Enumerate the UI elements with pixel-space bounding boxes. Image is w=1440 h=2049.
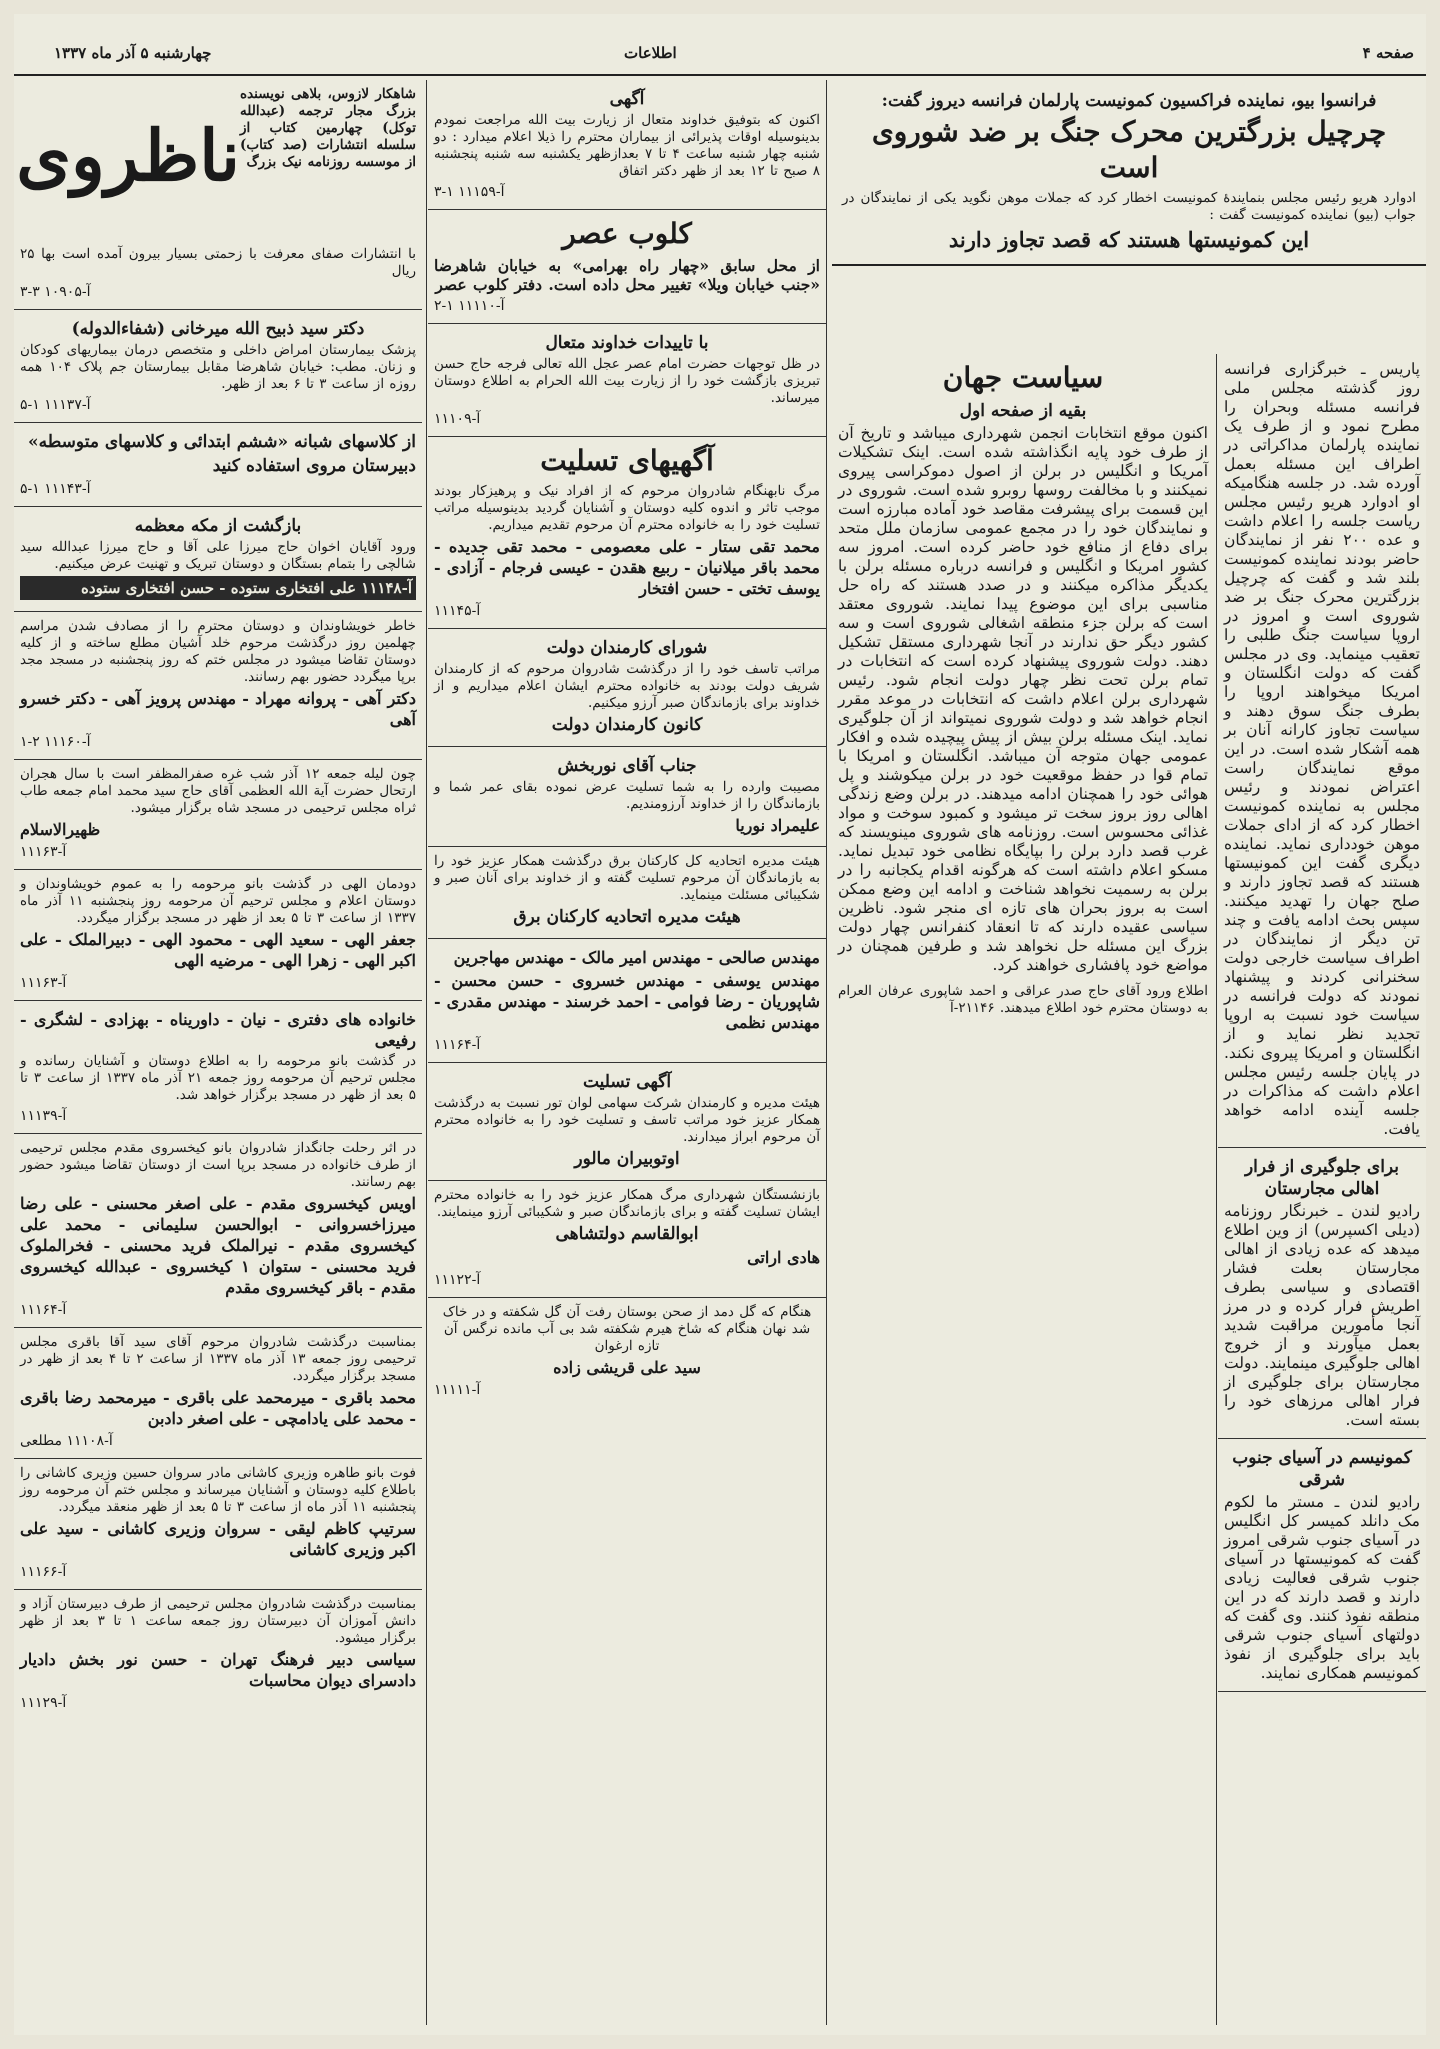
- notices-column-b: [14, 80, 422, 2025]
- notice-3: [14, 760, 422, 870]
- notice-3-sign: ظهیرالاسلام: [20, 820, 101, 839]
- hungary-article: [1218, 1148, 1426, 1439]
- notice-6: [14, 1134, 422, 1328]
- airline-title: آگهی تسلیت: [582, 1072, 672, 1092]
- notice-4-code: آ-۱۱۱۶۳: [20, 975, 67, 991]
- date-line: چهارشنبه ۵ آذر ماه ۱۳۳۷: [54, 44, 212, 62]
- world-article: [832, 354, 1214, 1025]
- notice-7: [14, 1328, 422, 1459]
- notice-2-code: آ-۱۱۱۶۰ ۲-۱: [20, 734, 91, 750]
- masthead-ad: [14, 80, 422, 310]
- newspaper-page: [14, 14, 1426, 2035]
- page-header: [14, 18, 1426, 76]
- world-body: اکنون موقع انتخابات انجمن شهرداری میباشد و تاریخ آن از طرف خود پایه انگذاشته شده است. اینک تشکیلات آمریکا و انگلیس در برلن از اصول دموکراسی پیروی نمیکنند و با مخالفت روسها روبرو شده است. شوروی در این قسمت برای پیشرفت مقاصد خود آماده مبارزه است و نمایندگان خود را در مجمع عمومی سازمان ملل متحد برای دفاع از منافع خود حاضر کرده است. امروز سه کشور امریکا و انگلیس و فرانسه درباره مسئله برلن با یکدیگر مذاکره میکنند و در صدد هستند که راه حل مناسبی برای این موضوع پیدا نمایند. شوروی معتقد است که برلن جزء منطقه اشغالی شوروی است و سه کشور دیگر حق ندارند در آنجا شهرداری مستقل تشکیل دهند. دولت شوروی پیشنهاد کرده است که انتخابات در تمام برلن تحت نظر چهار دولت انجام شود. رئیس شهرداری برلن اعلام داشت که انتخابات در موعد مقرر انجام خواهد شد و دولت شوروی نمیتواند از آن جلوگیری نماید. اینک مسئله برلن بیش از پیش پیچیده شده و افکار عمومی جهان متوجه آن میباشد. انگلستان و امریکا با تمام قوا در حفظ موقعیت خود در برلن میکوشند و پل هوائی خود را همچنان ادامه میدهند. در برلن وضع زندگی اهالی روز بروز سخت تر میشود و کمبود سوخت و مواد غذائی محسوس است. روزنامه های شوروی مینویسند که غرب قصد دارد برلن را بپایگاه نظامی خود تبدیل نماید. مسکو اعلام داشته است که هرگونه اقدام یکجانبه را در برلن به رسمیت نخواهد شناخت و ادامه این وضع ممکن است به بروز بحران های تازه ای منجر شود. ناظرین سیاسی عقیده دارند که تا انعقاد کنفرانس چهار دولت بزرگ این مسئله حل نخواهد شد و طرفین همچنان در مواضع خود پافشاری خواهند کرد.: [838, 424, 1208, 974]
- airline-body: هیئت مدیره و کارمندان شرکت سهامی لوان تور نسبت به درگذشت همکار عزیز خود مراتب تاسف و تسلیت خود را به خانواده محترم آن مرحوم ابراز میدارند.: [434, 1095, 820, 1145]
- notice-doctor-return: [428, 80, 826, 210]
- notice-3-code: آ-۱۱۱۶۳: [20, 844, 67, 860]
- notice-2-names: دکتر آهی - پروانه مهراد - مهندس پرویز آهی - دکتر خسرو آهی: [20, 689, 416, 729]
- club-code: آ-۱۱۱۱۰ ۱-۲: [434, 298, 505, 314]
- world-end-note: اطلاع ورود آقای حاج صدر عراقی و احمد شاپوری عرفان العرام به دوستان محترم خود اطلاع میدهند. ۲۱۱۴۶-آ: [838, 983, 1208, 1016]
- headline-1: فرانسوا بیو، نماینده فراکسیون کمونیست پارلمان فرانسه دیروز گفت:: [881, 91, 1377, 111]
- notice-5-title: خانواده های دفتری - نیان - داوریناه - بهزادی - لشگری - رفیعی: [20, 1010, 416, 1050]
- notice-city: [428, 1181, 826, 1298]
- notice-3-body: چون لیله جمعه ۱۲ آذر شب غره صفرالمظفر است با سال هجران ارتحال حضرت آیة الله العظمی آقای حاج سید محمد امام جمعه طاب ثراه مجلس ترحیمی در مسجد شاه برگزار میشود.: [20, 766, 416, 816]
- notice-9-names: سیاسی دبیر فرهنگ تهران - حسن نور بخش دادیار دادسرای دیوان محاسبات: [20, 1650, 416, 1690]
- notice-4-body: دودمان الهی در گذشت بانو مرحومه را به عموم خویشاوندان و دوستان اعلام و مجلس ترحیم آن مرحومه روز پنجشنبه ۱۱ آذر ماه ۱۳۳۷ از ساعت ۳ تا ۵ بعد از ظهر در مسجد برگزار میگردد.: [20, 876, 416, 926]
- notice-8: [14, 1459, 422, 1590]
- world-column: [832, 354, 1214, 2025]
- notice-mecca: [14, 507, 422, 612]
- board-title: هیئت مدیره اتحادیه کارکنان برق: [513, 907, 741, 927]
- notice-5-body: در گذشت بانو مرحومه را به اطلاع دوستان و آشنایان رسانده و مجلس ترحیم آن مرحومه روز جمعه ۲۱ آذر ماه ۱۳۳۷ از ساعت ۳ تا ۵ بعد از ظهر در مسجد برگزار خواهد شد.: [20, 1053, 417, 1103]
- notice-9-body: بمناسبت درگذشت شادروان مجلس ترحیمی از طرف دبیرستان آزاد و دانش آموزان آن دبیرستان روز جمعه ساعت ۱ تا ۳ بعد از ظهر برگزار میشود.: [20, 1596, 416, 1646]
- engineers-names: مهندس یوسفی - مهندس خسروی - حسن محسن - شاپوریان - رضا فوامی - احمد خرسند - مهندس مقدری - مهندس نظمی: [434, 971, 820, 1032]
- staff-title: شورای کارمندان دولت: [546, 638, 708, 658]
- notice-thanks: [428, 324, 826, 437]
- notice-poem: [428, 1298, 826, 1407]
- school-code: آ-۱۱۱۴۳ ۱-۵: [20, 481, 91, 497]
- staff-body: مراتب تاسف خود را از درگذشت شادروان مرحوم که از کارمندان شریف دولت بودند به خانواده محترم ایشان اعلام میداریم و از خداوند برای بازماندگان صبر آرزو میکنیم.: [434, 661, 820, 711]
- notice-club: [428, 210, 826, 324]
- notice-code: آ-۱۱۱۵۹ ۱-۳: [434, 184, 505, 200]
- front-article-body: پاریس ـ خبرگزاری فرانسه روز گذشته مجلس ملی فرانسه مسئله وبحران را مطرح نمود و از طرف یک نماینده پارلمان مداکراتی در اطراف این مسئله بعمل آورده شد. در جلسه هنگامیکه او ادوارد هریو رئیس مجلس ریاست جلسه را اعلام داشت و عده ۲۰۰ نفر از نمایندگان حاضر بودند نماینده کمونیست بلند شد و گفت که چرچیل بزرگترین محرک جنگ بر ضد شوروی است و امروز در اروپا سیاست جنگ طلبی را تعقیب مینماید. وی در مجلس گفت که دولت انگلستان و امریکا میخواهند اروپا را بطرف جنگ سوق دهند و سیاست تجاوز کارانه آنان بر همه آشکار شده است. در این موقع نمایندگان راست اعتراض نمودند و رئیس مجلس به نماینده کمونیست اخطار کرد که از ادای جملات موهن خودداری نماید. نماینده دیگری گفت این کمونیستها هستند که قصد تجاوز دارند و صلح جهان را تهدید میکنند. سپس بحث ادامه یافت و چند تن دیگر از نمایندگان در اطراف سیاست خارجی دولت سخنرانی کردند و پیشنهاد نمودند که دولت فرانسه در سیاست خود نسبت به اروپا تجدید نظر نماید و از انگلستان و امریکا پیروی نکند. در پایان جلسه رئیس مجلس اعلام داشت که مذاکرات در جلسه آینده ادامه خواهد یافت.: [1224, 360, 1420, 1138]
- engineers-code: آ-۱۱۱۶۴: [434, 1037, 481, 1053]
- masthead-side: [240, 86, 416, 171]
- condolence-names: محمد تقی ستار - علی معصومی - محمد تقی جدیده - محمد باقر میلانیان - ربیع هقدن - عیسی فرجام - آزادی - یوسف تختی - حسن افتخار: [434, 537, 820, 598]
- notice-title: آگهی: [609, 89, 645, 109]
- notice-airline: [428, 1063, 826, 1181]
- notice-7-code: آ-۱۱۱۰۸ مطلعی: [20, 1433, 113, 1449]
- notice-9-code: آ-۱۱۱۲۹: [20, 1695, 67, 1711]
- masthead-side-text: شاهکار لازوس، بلاهی نویسنده بزرگ مجار ترجمه (عبدالله توکل) چهارمین کتاب از سلسله انتشارات (صد کتاب) از موسسه روزنامه نیک بزرگ: [240, 86, 416, 170]
- condolence-body: مرگ نابهنگام شادروان مرحوم که از افراد نیک و پرهیزکار بودند موجب تاثر و اندوه کلیه دوستان و آشنایان گردید بدینوسیله مراتب تسلیت خود را به خانواده محترم آن مرحوم تقدیم میداریم.: [434, 483, 820, 533]
- club-body: از محل سابق «چهار راه بهرامی» به خیابان شاهرضا «جنب خیابان ویلا» تغییر محل داده است. دفتر کلوب عصر: [434, 256, 820, 294]
- thanks-body: در ظل توجهات حضرت امام عصر عجل الله تعالی فرجه حاج حسن تبریزی بازگشت خود را از زیارت بیت الله الحرام به اطلاع دوستان میرساند.: [434, 356, 820, 406]
- notice-doctor: [14, 310, 422, 423]
- mecca-title: بازگشت از مکه معظمه: [134, 516, 302, 536]
- hungary-body: رادیو لندن ـ خبرنگار روزنامه (دیلی اکسپرس) از وین اطلاع میدهد که عده زیادی از اهالی مجارستان بعلت فشار اقتصادی و سیاسی بطرف اطریش فرار کرده و در مرز آنجا مأمورین مراقبت شدید بعمل میآورند و از خروج اهالی جلوگیری مینمایند. دولت مجارستان برای جلوگیری از فرار اهالی مرزهای خود را بسته است.: [1224, 1202, 1420, 1429]
- notice-2-body: خاطر خویشاوندان و دوستان محترم را از مصادف شدن مراسم چهلمین روز درگذشت مرحوم خلد آشیان مطلع ساخته و از کلیه دوستان تقاضا میشود در مجلس ختم که روز پنجشنبه در مسجد مجد برپا میگردد حضور بهم رسانند.: [20, 618, 416, 685]
- column-rule: [826, 80, 827, 2025]
- notice-4: [14, 870, 422, 1001]
- city-body: بازنشستگان شهرداری مرگ همکار عزیز خود را به خانواده محترم ایشان تسلیت گفته و برای بازماندگان صبر و شکیبائی آرزو مینمایند.: [434, 1187, 820, 1220]
- engineers-title: مهندس صالحی - مهندس امیر مالک - مهندس مهاجرین: [453, 948, 820, 967]
- notices-column-a: [428, 80, 826, 2025]
- mecca-body: ورود آقایان اخوان حاج میرزا علی آقا و حاج میرزا عبدالله سید شالچی را بتمام بستگان و دوستان تبریک و تهنیت عرض میکنیم.: [20, 539, 416, 572]
- notice-school: [14, 423, 422, 507]
- headline-3: این کمونیستها هستند که قصد تجاوز دارند: [948, 227, 1310, 252]
- board-body: هیئت مدیره اتحادیه کل کارکنان برق درگذشت همکار عزیز خود را به بازماندگان آن مرحوم تسلیت گفته و از خداوند برای آنان صبر و شکیبائی مسئلت مینماید.: [434, 853, 820, 903]
- thanks-code: آ-۱۱۱۰۹: [434, 411, 481, 427]
- notice-noorbakhsh: [428, 747, 826, 847]
- city-code: آ-۱۱۱۲۲: [434, 1272, 481, 1288]
- notice-9: [14, 1590, 422, 1720]
- masthead-bottom: با انتشارات صفای معرفت با زحمتی بسیار بیرون آمده است بها ۲۵ ریال: [20, 246, 416, 279]
- thanks-title: با تاییدات خداوند متعال: [545, 333, 709, 353]
- notice-8-body: فوت بانو طاهره وزیری کاشانی مادر سروان حسین وزیری کاشانی را باطلاع کلیه دوستان و آشنایان میرساند و مجلس ختم آن مرحومه روز پنجشنبه ۱۱ آذر ماه از ساعت ۳ تا ۵ بعد از ظهر منعقد میگردد.: [20, 1465, 416, 1515]
- city-name: هادی اراتی: [747, 1248, 820, 1267]
- doctor-body: پزشک بیمارستان امراض داخلی و متخصص درمان بیماریهای کودکان و زنان. مطب: خیابان شاهرضا مقابل بیمارستان جم پلاک ۱۰۴ همه روزه از ساعت ۳ تا ۶ بعد از ظهر.: [20, 342, 417, 392]
- noorbakhsh-body: مصیبت وارده را به شما تسلیت عرض نموده بقای عمر شما و بازماندگان را از خداوند آرزومندیم.: [434, 779, 820, 812]
- condolence-code: آ-۱۱۱۴۵: [434, 603, 481, 619]
- notice-6-code: آ-۱۱۱۶۴: [20, 1302, 67, 1318]
- school-title: از کلاسهای شبانه «ششم ابتدائی و کلاسهای متوسطه»: [27, 432, 416, 452]
- column-rule: [426, 80, 427, 2025]
- notice-5: [14, 1001, 422, 1134]
- world-subtitle: بقیه از صفحه اول: [959, 401, 1087, 421]
- condolence-title: آگهیهای تسلیت: [540, 444, 714, 477]
- poem-text: هنگام که گل دمد از صحن بوستان رفت آن گل شکفته و در خاک شد نهان هنگام که شاخ هیرم شکفته شد بی آب مانده نرگس آن تازه ارغوان: [442, 1304, 812, 1354]
- column-rule: [1216, 354, 1217, 2025]
- notice-staff: [428, 629, 826, 747]
- school-sub: دبیرستان مروی استفاده کنید: [212, 456, 416, 476]
- airline-sign: اوتوبیران مالور: [574, 1149, 680, 1169]
- noorbakhsh-name: علیمراد نوریا: [735, 816, 820, 835]
- front-article: [1218, 354, 1426, 1148]
- notice-7-body: بمناسبت درگذشت شادروان مرحوم آقای سید آقا باقری مجلس ترحیمی روز جمعه ۱۳ آذر ماه ۱۳۳۷ از ساعت ۲ تا ۴ بعد از ظهر در مسجد برگزار میگردد.: [20, 1334, 417, 1384]
- notice-2: [14, 612, 422, 760]
- poem-sign: سید علی قریشی زاده: [553, 1358, 701, 1377]
- notice-5-code: آ-۱۱۱۳۹: [20, 1108, 67, 1124]
- notice-body: اکنون که بتوفیق خداوند متعال از زیارت بیت الله مراجعت نمودم بدینوسیله اوقات پذیرائی از بیماران محترم را ذیلا اعلام میدارد : دو شنبه چهار شنبه ساعت ۴ تا ۷ بعدازظهر یکشنبه سه شنبه پنجشنبه ۸ صبح تا ۱۲ بعد از ظهر دکتر اتفاق: [434, 112, 820, 179]
- notice-8-names: سرتیپ کاظم لیقی - سروان وزیری کاشانی - سید علی اکبر وزیری کاشانی: [20, 1519, 416, 1559]
- hungary-title: برای جلوگیری از فرار اهالی مجارستان: [1244, 1157, 1400, 1199]
- notice-engineers: [428, 939, 826, 1063]
- world-title: سیاست جهان: [942, 361, 1104, 394]
- front-banner: [832, 80, 1426, 360]
- asia-article: [1218, 1439, 1426, 1692]
- headline-lead: ادوارد هریو رئیس مجلس بنمایندۀ کمونیست اخطار کرد که جملات موهن نگوید یکی از نمایندگان در جواب (بیو) نماینده کمونیست گفت :: [842, 190, 1416, 223]
- front-headline-block: [832, 80, 1426, 266]
- asia-body: رادیو لندن ـ مستر ما لکوم مک دانلد کمیسر کل انگلیس در آسیای جنوب شرقی امروز گفت که کمونیستها در آسیای جنوب شرقی فعالیت زیادی دارند و قصد دارند که در این منطقه نفوذ کنند. وی گفت که دولتهای آسیای جنوب شرقی باید برای جلوگیری از نفوذ کمونیسم همکاری نمایند.: [1224, 1493, 1420, 1682]
- notice-7-names: محمد باقری - میرمحمد علی باقری - میرمحمد رضا باقری - محمد علی یادامچی - علی اصغر دادبن: [20, 1388, 416, 1428]
- notice-6-names: اویس کیخسروی مقدم - علی اصغر محسنی - علی رضا میرزاخسروانی - ابوالحسن سلیمانی - محمد علی کیخسروی مقدم - نیرالملک فرید محسنی - فخرالملوک فرید محسنی - ستوان ۱ کیخسروی - عبدالله کیخسروی مقدم - باقر کیخسروی مقدم: [20, 1194, 417, 1297]
- masthead: [16, 86, 416, 246]
- doctor-title: دکتر سید ذبیح الله میرخانی (شفاءالدوله): [71, 319, 365, 339]
- front-column: [1218, 354, 1426, 2025]
- noorbakhsh-title: جناب آقای نوربخش: [557, 756, 697, 776]
- headline-2: چرچیل بزرگترین محرک جنگ بر ضد شوروی است: [871, 115, 1387, 184]
- section-label: اطلاعات: [624, 44, 677, 62]
- notice-6-body: در اثر رحلت جانگداز شادروان بانو کیخسروی مقدم مجلس ترحیمی از طرف خانواده در مسجد برپا است از دوستان تقاضا میشود حضور بهم رسانند.: [20, 1140, 416, 1190]
- poem-code: آ-۱۱۱۱۱: [434, 1382, 481, 1398]
- notice-8-code: آ-۱۱۱۶۶: [20, 1564, 67, 1580]
- staff-title-2: کانون کارمندان دولت: [551, 715, 703, 735]
- masthead-logo: ناظروی: [16, 114, 240, 197]
- page-number: صفحه ۴: [1362, 44, 1414, 62]
- club-title: کلوب عصر: [562, 217, 692, 250]
- notice-4-names: جعفر الهی - سعید الهی - محمود الهی - دبیرالملک - علی اکبر الهی - زهرا الهی - مرضیه الهی: [20, 930, 416, 970]
- doctor-code: آ-۱۱۱۳۷ ۱-۵: [20, 397, 91, 413]
- notice-condolence: [428, 437, 826, 629]
- city-title: ابوالقاسم دولتشاهی: [555, 1224, 699, 1244]
- masthead-code: آ-۱۰۹۰۵ ۳-۳: [20, 284, 91, 300]
- notice-board: [428, 847, 826, 939]
- asia-title: کمونیسم در آسیای جنوب شرقی: [1232, 1448, 1412, 1490]
- mecca-dark: آ-۱۱۱۴۸ علی افتخاری ستوده - حسن افتخاری ستوده: [20, 576, 416, 600]
